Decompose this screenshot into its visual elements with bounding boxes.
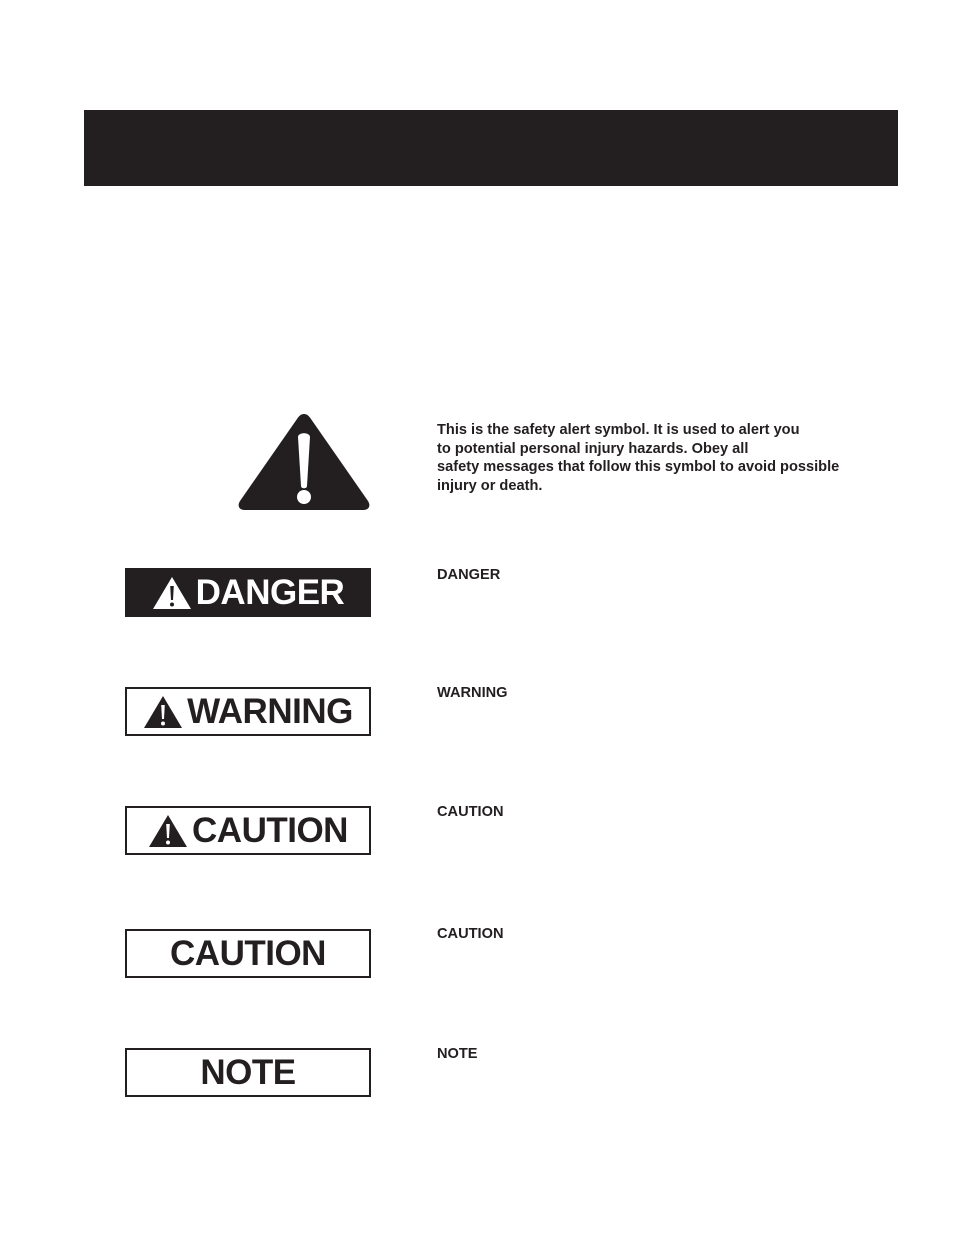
caution-alert-sign-text: CAUTION [192,810,348,850]
safety-alert-description [437,421,877,495]
danger-sign [125,568,371,617]
danger-label: DANGER [437,567,501,583]
alert-triangle-icon [148,814,188,848]
caution-alert-sign [125,806,371,855]
note-label: NOTE [437,1046,478,1062]
intro-line: injury or death. [437,477,543,494]
caution-sign-text: CAUTION [170,933,326,973]
warning-label: WARNING [437,685,508,701]
danger-sign-text: DANGER [195,572,345,612]
safety-alert-icon [236,411,372,512]
warning-sign-text: WARNING [187,691,353,731]
warning-sign [125,687,371,736]
alert-triangle-icon [143,695,183,729]
note-sign [125,1048,371,1097]
intro-line: to potential personal injury hazards. Obey all [437,440,749,457]
note-sign-text: NOTE [200,1052,296,1092]
caution-sign [125,929,371,978]
caution-label: CAUTION [437,926,504,942]
header-bar [84,110,898,186]
alert-triangle-icon [152,576,192,610]
intro-line: This is the safety alert symbol. It is used to alert you [437,422,800,438]
caution-alert-label: CAUTION [437,804,504,820]
intro-line: safety messages that follow this symbol to avoid possible [437,459,840,476]
